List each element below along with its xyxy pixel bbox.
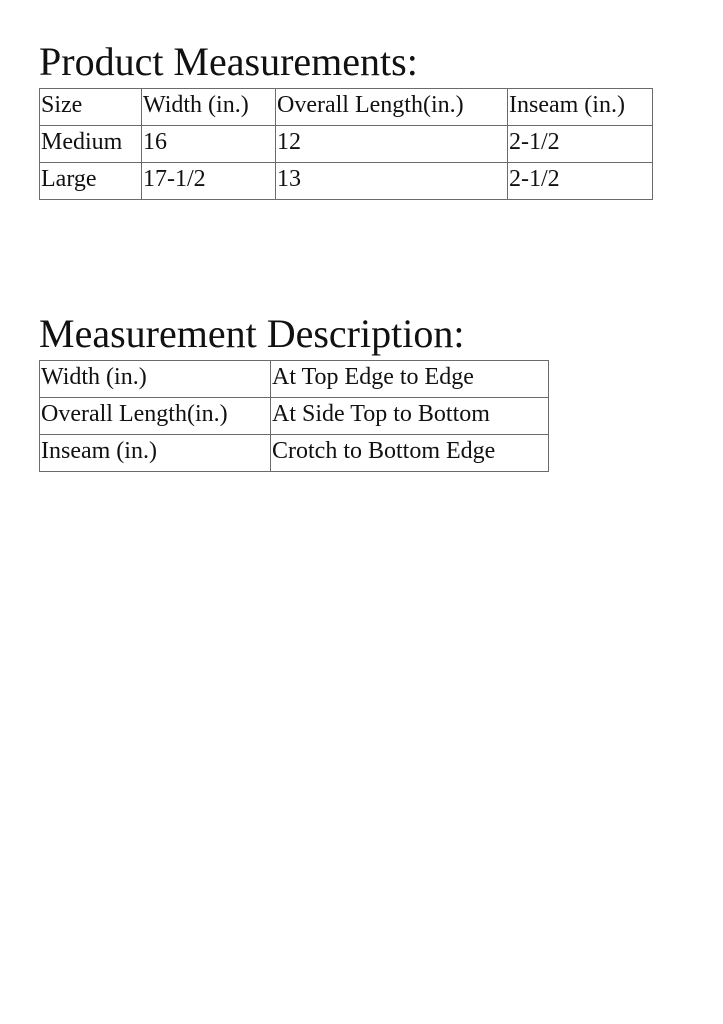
header-cell-width: Width (in.) (142, 89, 276, 126)
product-measurements-title: Product Measurements: (39, 39, 418, 84)
table-row (40, 126, 653, 163)
table-header-row (40, 89, 653, 126)
table-cell: 17-1/2 (142, 163, 276, 200)
table-row (40, 398, 549, 435)
table-row (40, 435, 549, 472)
table-row (40, 361, 549, 398)
table-cell: 12 (276, 126, 508, 163)
header-cell-size: Size (40, 89, 142, 126)
table-cell: At Side Top to Bottom (271, 398, 549, 435)
table-cell: Overall Length(in.) (40, 398, 271, 435)
table-cell: At Top Edge to Edge (271, 361, 549, 398)
header-cell-inseam: Inseam (in.) (508, 89, 653, 126)
product-measurements-table (39, 88, 653, 200)
table-cell: Large (40, 163, 142, 200)
table-cell: Width (in.) (40, 361, 271, 398)
table-cell: 13 (276, 163, 508, 200)
table-cell: Crotch to Bottom Edge (271, 435, 549, 472)
table-cell: 2-1/2 (508, 163, 653, 200)
measurement-description-table (39, 360, 549, 472)
table-cell: Medium (40, 126, 142, 163)
table-row (40, 163, 653, 200)
measurement-description-title: Measurement Description: (39, 311, 465, 356)
table-cell: 16 (142, 126, 276, 163)
table-cell: Inseam (in.) (40, 435, 271, 472)
header-cell-overall-length: Overall Length(in.) (276, 89, 508, 126)
table-cell: 2-1/2 (508, 126, 653, 163)
